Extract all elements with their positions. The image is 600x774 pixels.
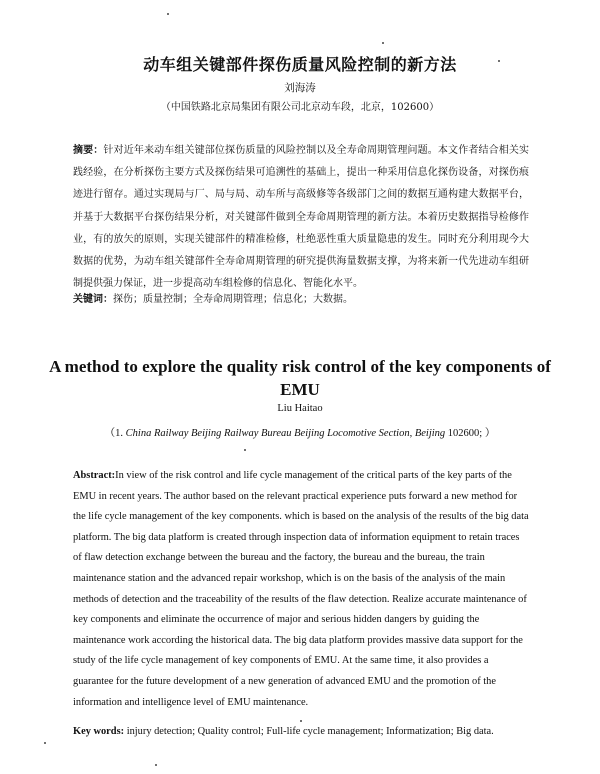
chinese-keywords bbox=[73, 290, 529, 310]
english-abstract-text: In view of the risk control and life cycle management of the critical parts of the key parts of the EMU in recent years. The author based on the relevant practical experience puts forward a new method for the life cycle management of the key components. which is based on the analysis of the results of the big data platform. The big data platform is created through inspection data of information equipment to retain traces of flaw detection exchange between the bureau and the factory, the bureau and the bureau, the train maintenance station and the advanced repair workshop, which is on the basis of the analysis of the main methods of detection and the traceability of the results of the flaw detection. Realize accurate maintenance of key components and eliminate the occurrence of major and serious hidden dangers by guiding the maintenance work according the historical data. The big data platform provides massive data support for the study of the life cycle management of key components of EMU. At the same time, it also provides a guarantee for the future development of a new generation of advanced EMU and the promotion of the information and intelligence level of EMU maintenance. bbox=[73, 470, 529, 708]
chinese-abstract-label: 摘要： bbox=[73, 145, 104, 156]
scan-speck bbox=[300, 720, 302, 722]
chinese-keywords-label: 关键词： bbox=[73, 294, 113, 305]
english-keywords-text: injury detection; Quality control; Full-life cycle management; Informatization; Big data. bbox=[124, 726, 494, 737]
chinese-abstract-text: 针对近年来动车组关键部位探伤质量的风险控制以及全寿命周期管理问题。本文作者结合相关实践经验，在分析探伤主要方式及探伤结果可追溯性的基础上，提出一种采用信息化探伤设备，对探伤痕迹进行留存。通过实现局与厂、局与局、动车所与高级修等各级部门之间的数据互通构建大数据平台，并基于大数据平台探伤结果分析，对关键部件做到全寿命周期管理的新方法。本着历史数据指导检修作业，有的放矢的原则，实现关键部件的精准检修，杜绝恶性重大质量隐患的发生。同时充分利用现今大数据的优势，为动车组关键部件全寿命周期管理的研究提供海量数据支撑，为将来新一代先进动车组研制提供强力保证，进一步提高动车组检修的信息化、智能化水平。 bbox=[73, 145, 530, 290]
chinese-keywords-text: 探伤；质量控制；全寿命周期管理；信息化；大数据。 bbox=[113, 294, 353, 305]
english-title: A method to explore the quality risk control of the key components of EMU bbox=[49, 357, 551, 399]
chinese-affiliation: （中国铁路北京局集团有限公司北京动车段，北京，102600） bbox=[160, 102, 440, 113]
affiliation-close: 102600; ） bbox=[445, 428, 496, 439]
chinese-author: 刘海涛 bbox=[284, 82, 316, 94]
affiliation-name: China Railway Beijing Railway Bureau Beijing Locomotive Section, Beijing bbox=[125, 428, 446, 439]
chinese-abstract bbox=[73, 140, 529, 295]
scan-speck bbox=[44, 742, 46, 744]
english-affiliation bbox=[0, 425, 600, 440]
english-abstract bbox=[73, 466, 529, 713]
chinese-title: 动车组关键部件探伤质量风险控制的新方法 bbox=[143, 55, 457, 74]
english-author: Liu Haitao bbox=[277, 403, 323, 414]
scan-speck bbox=[167, 13, 169, 15]
scan-speck bbox=[155, 764, 157, 766]
english-abstract-label: Abstract: bbox=[73, 470, 116, 481]
english-keywords bbox=[73, 726, 529, 737]
scan-speck bbox=[382, 42, 384, 44]
scan-speck bbox=[244, 449, 246, 451]
english-keywords-label: Key words: bbox=[73, 726, 125, 737]
affiliation-open: （1. bbox=[104, 428, 126, 439]
